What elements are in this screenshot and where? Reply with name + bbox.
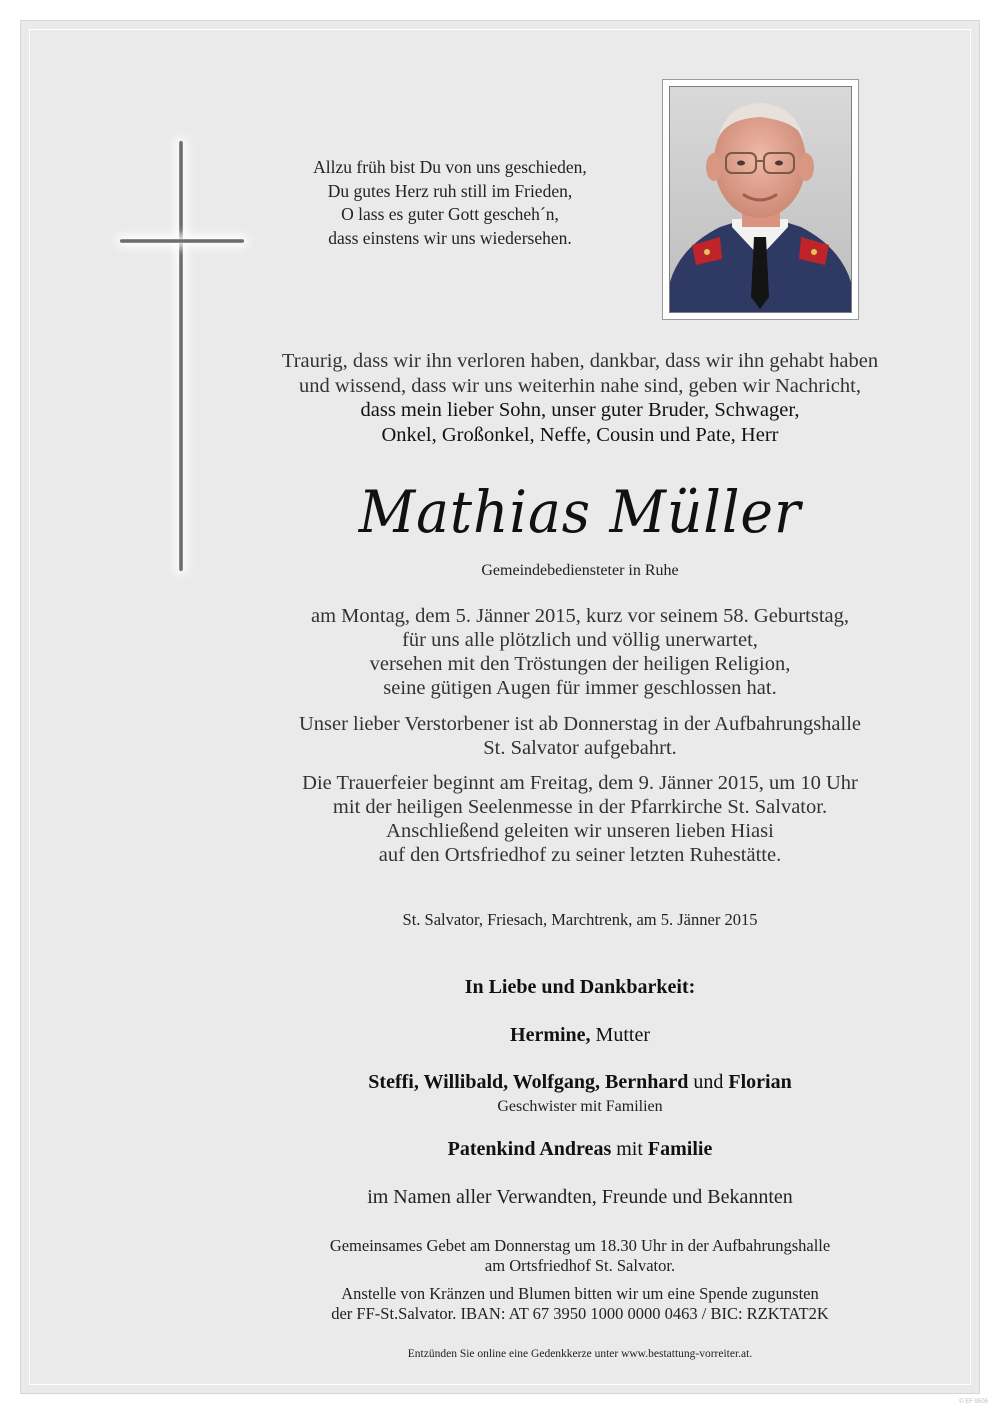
portrait-frame bbox=[662, 79, 859, 320]
prayer-note bbox=[230, 1236, 930, 1275]
online-candle-note: Entzünden Sie online eine Gedenkkerze unter www.bestattung-vorreiter.at. bbox=[407, 1348, 753, 1360]
signer-name: Familie bbox=[647, 1138, 713, 1160]
poem-line: Du gutes Herz ruh still im Frieden, bbox=[327, 180, 573, 201]
cross-icon-vertical bbox=[179, 141, 183, 571]
signer-siblings bbox=[230, 1071, 930, 1094]
note-line: Gemeinsames Gebet am Donnerstag um 18.30 Uhr in der Aufbahrungshalle bbox=[329, 1236, 831, 1255]
signer-mother bbox=[230, 1024, 930, 1047]
signer-relatives: im Namen aller Verwandten, Freunde und Bekannten bbox=[367, 1186, 793, 1208]
info-line: Die Trauerfeier beginnt am Freitag, dem 9. Jänner 2015, um 10 Uhr bbox=[302, 772, 858, 794]
poem-line: Allzu früh bist Du von uns geschieden, bbox=[313, 157, 587, 177]
note-line: der FF-St.Salvator. IBAN: AT 67 3950 1000 0000 0463 / BIC: RZKTAT2K bbox=[331, 1303, 829, 1323]
signer-name: Florian bbox=[728, 1071, 792, 1093]
signer-name: Patenkind Andreas bbox=[447, 1138, 612, 1160]
lying-in-state-info bbox=[230, 712, 930, 760]
intro-text bbox=[230, 349, 930, 447]
place-date: St. Salvator, Friesach, Marchtrenk, am 5. Jänner 2015 bbox=[402, 910, 758, 929]
announcement-line: versehen mit den Tröstungen der heiligen Religion, bbox=[369, 653, 791, 675]
poem-line: O lass es guter Gott gescheh´n, bbox=[341, 204, 559, 224]
note-line: am Ortsfriedhof St. Salvator. bbox=[484, 1255, 676, 1275]
intro-line: Onkel, Großonkel, Neffe, Cousin und Pate, Herr bbox=[381, 423, 779, 446]
announcement-line: für uns alle plötzlich und völlig unerwartet, bbox=[402, 629, 758, 651]
deceased-name: Mathias Müller bbox=[358, 478, 802, 546]
copyright-mark: © EF 9505 bbox=[959, 1399, 988, 1405]
intro-line: Traurig, dass wir ihn verloren haben, dankbar, dass wir ihn gehabt haben bbox=[281, 350, 879, 372]
signer-conjunction: und bbox=[688, 1071, 729, 1093]
poem-line: dass einstens wir uns wiedersehen. bbox=[328, 227, 572, 248]
thanks-heading: In Liebe und Dankbarkeit: bbox=[464, 976, 696, 998]
signer-siblings-role: Geschwister mit Familien bbox=[497, 1098, 663, 1115]
death-announcement bbox=[230, 604, 930, 700]
intro-line: dass mein lieber Sohn, unser guter Bruder, Schwager, bbox=[360, 399, 800, 421]
signer-name: Hermine, bbox=[510, 1024, 591, 1046]
info-line: mit der heiligen Seelenmesse in der Pfarrkirche St. Salvator. bbox=[332, 796, 828, 818]
cross-icon-horizontal bbox=[120, 239, 244, 243]
intro-line: und wissend, dass wir uns weiterhin nahe sind, geben wir Nachricht, bbox=[299, 374, 861, 397]
funeral-info bbox=[230, 771, 930, 867]
info-line: Unser lieber Verstorbener ist ab Donnerstag in der Aufbahrungshalle bbox=[298, 713, 862, 735]
signer-godchild bbox=[230, 1138, 930, 1161]
portrait-illustration bbox=[670, 87, 851, 312]
signer-names: Steffi, Willibald, Wolfgang, Bernhard bbox=[368, 1071, 689, 1093]
donation-note bbox=[230, 1284, 930, 1323]
announcement-line: seine gütigen Augen für immer geschlossen hat. bbox=[383, 677, 777, 699]
info-line: auf den Ortsfriedhof zu seiner letzten Ruhestätte. bbox=[378, 844, 782, 866]
deceased-subtitle: Gemeindebediensteter in Ruhe bbox=[481, 562, 679, 579]
note-line: Anstelle von Kränzen und Blumen bitten wir um eine Spende zugunsten bbox=[341, 1284, 819, 1303]
poem bbox=[270, 156, 630, 250]
portrait-photo bbox=[669, 86, 852, 313]
signer-conjunction: mit bbox=[611, 1138, 648, 1160]
signer-role: Mutter bbox=[590, 1024, 650, 1046]
info-line: St. Salvator aufgebahrt. bbox=[483, 737, 677, 759]
announcement-line: am Montag, dem 5. Jänner 2015, kurz vor seinem 58. Geburtstag, bbox=[310, 605, 849, 627]
info-line: Anschließend geleiten wir unseren lieben Hiasi bbox=[386, 820, 774, 842]
